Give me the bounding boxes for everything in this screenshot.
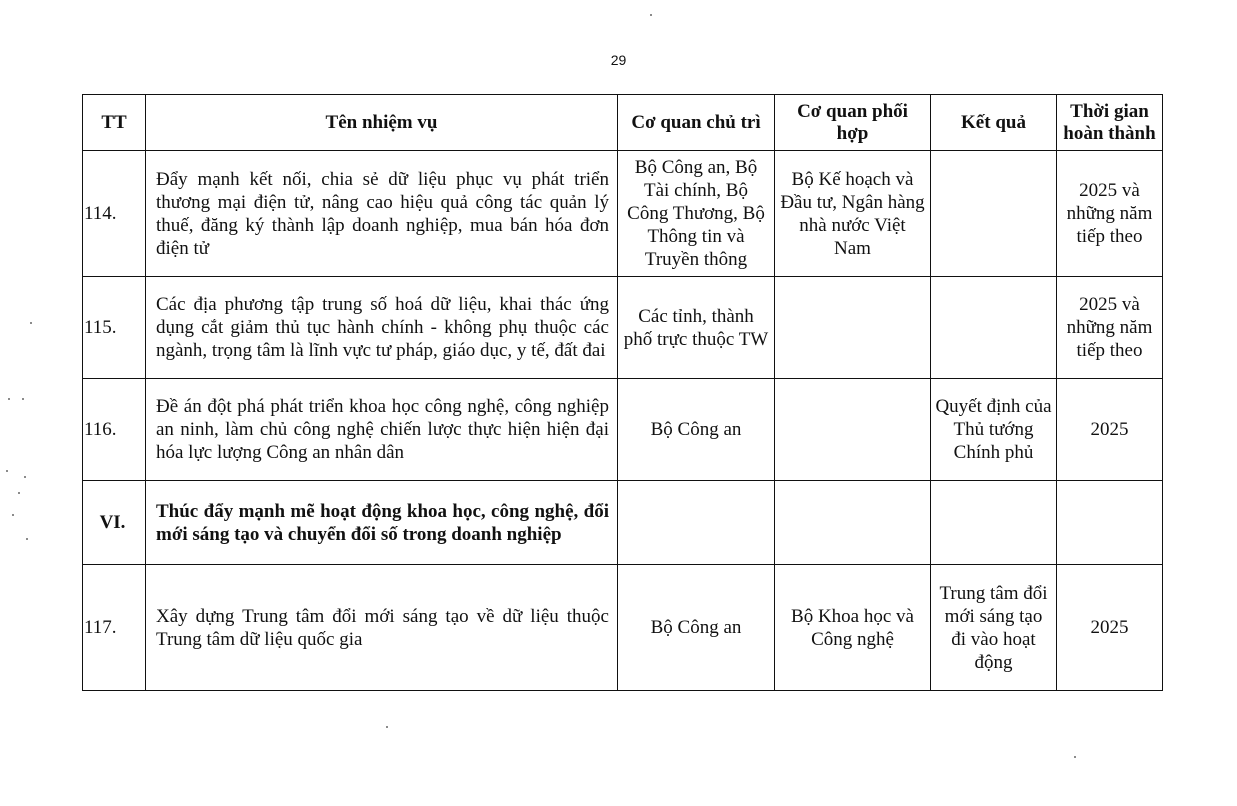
scan-speck <box>24 476 26 478</box>
coordinating-agency: Bộ Kế hoạch và Đầu tư, Ngân hàng nhà nước Việt Nam <box>775 151 931 277</box>
header-coordinating-agency: Cơ quan phối hợp <box>775 95 931 151</box>
table-header-row <box>83 95 1163 151</box>
task-name: Đẩy mạnh kết nối, chia sẻ dữ liệu phục vụ phát triển thương mại điện tử, nâng cao hiệu quả công tác quản lý thuế, đăng ký thành lập doanh nghiệp, mua bán hóa đơn điện tử <box>146 151 618 277</box>
task-table <box>82 94 1163 691</box>
scan-speck <box>650 14 652 16</box>
deadline: 2025 và những năm tiếp theo <box>1057 277 1163 379</box>
deadline: 2025 <box>1057 379 1163 481</box>
task-name: Các địa phương tập trung số hoá dữ liệu, khai thác ứng dụng cắt giảm thủ tục hành chính - không phụ thuộc các ngành, trọng tâm là lĩnh vực tư pháp, giáo dục, y tế, đất đai <box>146 277 618 379</box>
coordinating-agency <box>775 379 931 481</box>
header-result: Kết quả <box>931 95 1057 151</box>
row-number: 115. <box>83 277 146 379</box>
section-title: Thúc đẩy mạnh mẽ hoạt động khoa học, công nghệ, đổi mới sáng tạo và chuyển đổi số trong doanh nghiệp <box>146 481 618 565</box>
row-number: 117. <box>83 565 146 691</box>
result <box>931 151 1057 277</box>
result: Quyết định của Thủ tướng Chính phủ <box>931 379 1057 481</box>
row-number: 116. <box>83 379 146 481</box>
result <box>931 277 1057 379</box>
lead-agency: Bộ Công an <box>618 565 775 691</box>
coordinating-agency <box>775 481 931 565</box>
table-row <box>83 565 1163 691</box>
deadline <box>1057 481 1163 565</box>
result <box>931 481 1057 565</box>
section-number: VI. <box>83 481 146 565</box>
scan-speck <box>26 538 28 540</box>
scan-speck <box>1074 756 1076 758</box>
lead-agency: Các tỉnh, thành phố trực thuộc TW <box>618 277 775 379</box>
task-name: Xây dựng Trung tâm đổi mới sáng tạo về dữ liệu thuộc Trung tâm dữ liệu quốc gia <box>146 565 618 691</box>
task-name: Đề án đột phá phát triển khoa học công nghệ, công nghiệp an ninh, làm chủ công nghệ chiến lược thực hiện hiện đại hóa lực lượng Công an nhân dân <box>146 379 618 481</box>
row-number: 114. <box>83 151 146 277</box>
lead-agency <box>618 481 775 565</box>
scan-speck <box>386 726 388 728</box>
header-tt: TT <box>83 95 146 151</box>
deadline: 2025 và những năm tiếp theo <box>1057 151 1163 277</box>
scan-speck <box>6 470 8 472</box>
deadline: 2025 <box>1057 565 1163 691</box>
lead-agency: Bộ Công an <box>618 379 775 481</box>
result: Trung tâm đổi mới sáng tạo đi vào hoạt động <box>931 565 1057 691</box>
table-row <box>83 379 1163 481</box>
scan-speck <box>8 398 10 400</box>
scan-speck <box>12 514 14 516</box>
header-task-name: Tên nhiệm vụ <box>146 95 618 151</box>
section-row <box>83 481 1163 565</box>
table-row <box>83 277 1163 379</box>
lead-agency: Bộ Công an, Bộ Tài chính, Bộ Công Thương, Bộ Thông tin và Truyền thông <box>618 151 775 277</box>
scan-speck <box>22 398 24 400</box>
header-deadline: Thời gian hoàn thành <box>1057 95 1163 151</box>
scan-speck <box>30 322 32 324</box>
coordinating-agency <box>775 277 931 379</box>
scan-speck <box>18 492 20 494</box>
page-number: 29 <box>610 52 627 68</box>
table-row <box>83 151 1163 277</box>
header-lead-agency: Cơ quan chủ trì <box>618 95 775 151</box>
coordinating-agency: Bộ Khoa học và Công nghệ <box>775 565 931 691</box>
